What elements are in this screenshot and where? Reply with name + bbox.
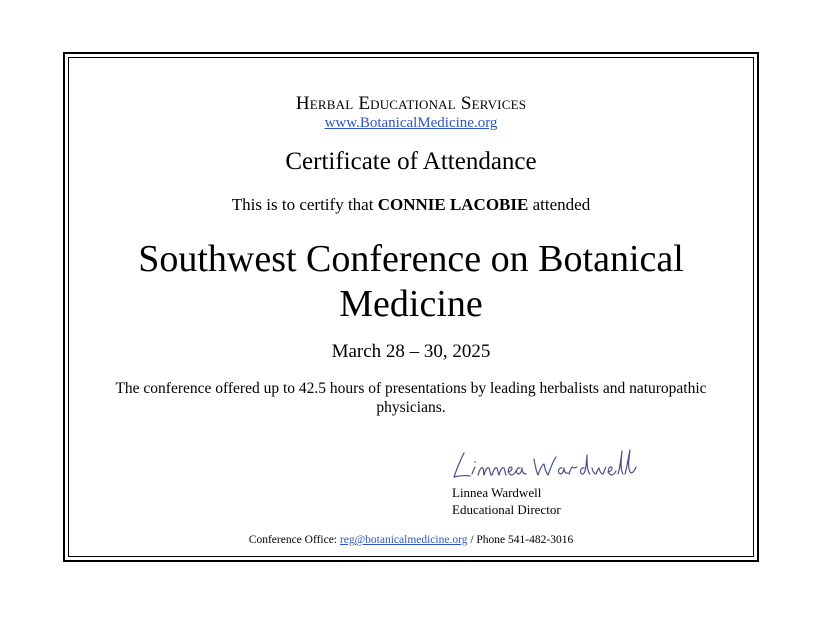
email-link[interactable]: reg@botanicalmedicine.org [339,534,468,546]
office-label: Conference Office: [248,534,338,546]
certify-prefix: This is to certify that [231,195,374,214]
certify-line [68,195,754,215]
signer-name: Linnea Wardwell [452,485,542,500]
organization-website [68,115,754,132]
certificate-content [68,57,754,557]
footer-contact [68,534,754,546]
certify-suffix: attended [532,195,591,214]
event-dates: March 28 – 30, 2025 [331,341,491,362]
signature-image [450,447,640,483]
website-link[interactable]: www.BotanicalMedicine.org [324,115,498,131]
event-name: Southwest Conference on Botanical Medicine [138,238,684,325]
phone-text: / Phone 541-482-3016 [470,534,574,546]
organization-name: Herbal Educational Services [295,93,527,114]
certificate-title: Certificate of Attendance [285,148,537,175]
attendee-name: CONNIE LACOBIE [377,195,529,214]
signer-title: Educational Director [452,502,561,517]
event-description: The conference offered up to 42.5 hours of presentations by leading herbalists and naturopathic physicians. [115,380,707,416]
